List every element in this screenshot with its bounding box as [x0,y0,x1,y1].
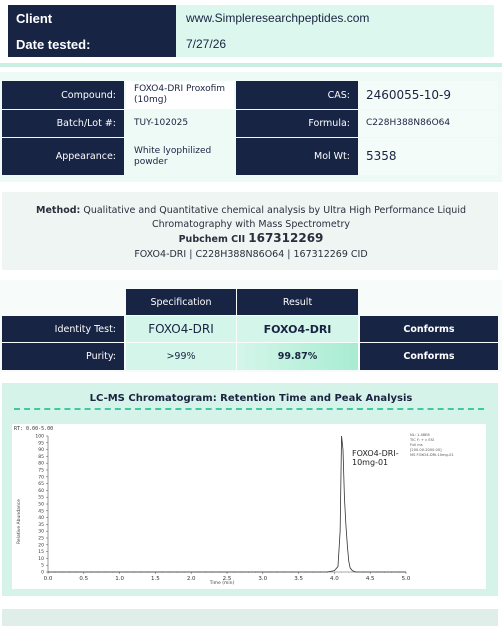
cas-label: CAS: [327,89,350,101]
purity-label: Purity: [2,343,124,370]
chromatogram-info-line: MS FOXO4-DRI-10mg-01 [410,453,454,457]
header-divider [0,63,502,67]
y-tick-label: 10 [38,556,44,562]
pubchem-value: 167312269 [248,231,324,245]
chromatogram-info-line: [200.00-2000.00] [410,448,442,452]
purity-spec: >99% [126,343,236,370]
x-tick-label: 3.5 [294,576,303,582]
x-tick-label: 2.5 [222,576,232,582]
purity-result: 99.87% [237,343,358,370]
chromatogram-info-block [409,433,454,457]
y-tick-label: 95 [38,441,44,447]
x-tick-label: 5.0 [401,576,411,582]
chart-frame [12,424,486,589]
y-tick-label: 65 [38,482,44,488]
y-tick-label: 50 [38,502,44,508]
identity-result: FOXO4-DRI [237,316,358,342]
y-tick-label: 40 [38,516,44,522]
chromatogram-info-line: NL: 1.48E8 [410,433,430,437]
batch-value: TUY-102025 [126,110,234,137]
appearance-label: Appearance: [55,151,116,162]
formula-value: C228H388N86O64 [358,110,498,137]
chromatogram-info-line: TIC F: + c ESI [410,438,434,442]
y-tick-label: 15 [38,550,44,556]
y-tick-label: 30 [38,529,44,535]
identity-label: Identity Test: [2,316,124,342]
x-tick-label: 0.5 [79,576,89,582]
cas-value: 2460055-10-9 [358,81,498,109]
chromatogram-chart [12,424,486,589]
compound-label: Compound: [61,89,116,101]
y-tick-label: 100 [35,434,44,440]
x-tick-label: 0.0 [43,576,53,582]
date-value: 7/27/26 [186,37,227,51]
molwt-label: Mol Wt: [314,151,350,162]
y-tick-label: 20 [38,543,44,549]
y-tick-label: 90 [38,448,44,454]
y-tick-label: 5 [41,563,44,569]
peak-label-line1: FOXO4-DRI- [352,449,399,458]
col-header-specification: Specification [126,289,236,315]
chromatogram-title-rule [14,408,484,410]
y-tick-label: 70 [38,475,44,481]
formula-label: Formula: [308,118,350,129]
identity-spec: FOXO4-DRI [126,316,236,342]
date-label: Date tested: [16,36,91,52]
method-summary: FOXO4-DRI | C228H388N86O64 | 167312269 CID [134,249,368,260]
y-tick-label: 0 [41,570,44,576]
client-value: www.Simpleresearchpeptides.com [186,11,370,25]
rt-label: RT: 0.00-5.00 [14,426,54,432]
footer-bar [2,609,498,626]
y-tick-label: 45 [38,509,44,515]
col-header-result: Result [237,289,358,315]
method-line-1 [0,205,502,216]
x-tick-label: 4.0 [330,576,339,582]
y-tick-label: 60 [38,488,44,494]
y-tick-label: 35 [38,522,44,528]
x-tick-label: 3.0 [258,576,268,582]
chromatogram-info-line: Full ms [410,443,423,447]
x-axis-label: Time (min) [209,581,235,586]
purity-status: Conforms [360,343,498,370]
method-text-1: Qualitative and Quantitative chemical analysis by Ultra High Performance Liquid [83,205,466,216]
method-label: Method: [36,205,81,216]
x-tick-label: 2.0 [186,576,196,582]
y-tick-label: 55 [38,495,44,501]
y-tick-label: 75 [38,468,44,474]
pubchem-label: Pubchem CII [178,234,246,245]
appearance-value: White lyophilized powder [126,138,234,175]
x-tick-label: 1.0 [115,576,124,582]
y-tick-label: 80 [38,461,44,467]
molwt-value: 5358 [358,138,498,175]
x-tick-label: 4.5 [365,576,375,582]
peak-label-line2: 10mg-01 [352,458,389,467]
identity-status: Conforms [360,316,498,342]
method-text-2: Chromatography with Mass Spectrometry [151,219,351,230]
client-label: Client [16,10,53,26]
batch-label: Batch/Lot #: [56,118,116,129]
pubchem-line [0,231,502,245]
x-tick-label: 1.5 [151,576,160,582]
y-axis-label: Relative Abundance [17,499,22,544]
y-tick-label: 25 [38,536,44,542]
y-tick-label: 85 [38,454,44,460]
chromatogram-title: LC-MS Chromatogram: Retention Time and Peak Analysis [89,393,413,404]
compound-value: FOXO4-DRI Proxofim (10mg) [126,81,234,109]
